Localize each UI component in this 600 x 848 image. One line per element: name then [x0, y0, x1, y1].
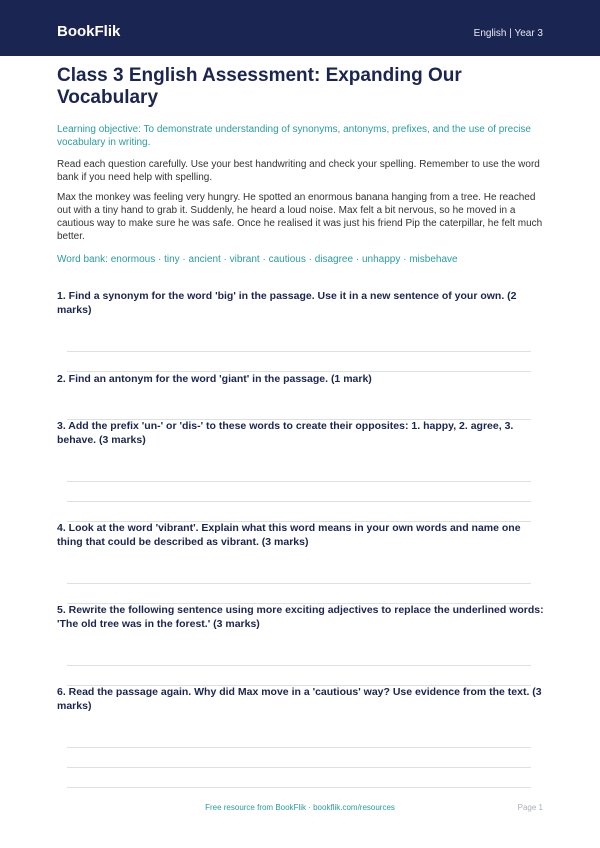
- page-title: Class 3 English Assessment: Expanding Our Vocabulary: [57, 65, 462, 108]
- answer-line[interactable]: [67, 481, 531, 482]
- question-3: 3. Add the prefix 'un-' or 'dis-' to these words to create their opposites: 1. happy, 2. agree, 3. behave. (3 marks): [57, 420, 514, 446]
- reading-passage: Max the monkey was feeling very hungry. He spotted an enormous banana hanging from a tree. He reached out with a tiny hand to grab it. Suddenly, he heard a loud noise. Max felt a bit nervous, so he moved in a cautious way to make sure he was safe. Once he realised it was just his friend Pip the caterpillar, he felt much better.: [57, 192, 543, 242]
- instructions: Read each question carefully. Use your best handwriting and check your spelling. Remember to use the word bank if you need help with spelling.: [57, 159, 540, 183]
- learning-objective: Learning objective: To demonstrate understanding of synonyms, antonyms, prefixes, and the use of precise vocabulary in writing.: [57, 124, 531, 148]
- header-bar: [0, 0, 600, 56]
- question-2: 2. Find an antonym for the word 'giant' in the passage. (1 mark): [57, 373, 372, 385]
- answer-line[interactable]: [67, 501, 531, 502]
- brand-logo[interactable]: BookFlik: [57, 23, 121, 40]
- question-5: 5. Rewrite the following sentence using more exciting adjectives to replace the underlined words: 'The old tree was in the forest.' (3 marks): [57, 604, 544, 630]
- question-6: 6. Read the passage again. Why did Max move in a 'cautious' way? Use evidence from the text. (3 marks): [57, 686, 542, 712]
- answer-line[interactable]: [67, 747, 531, 748]
- word-bank: Word bank: enormous · tiny · ancient · vibrant · cautious · disagree · unhappy · misbehave: [57, 254, 458, 265]
- answer-line[interactable]: [67, 583, 531, 584]
- page-number: Page 1: [517, 803, 543, 812]
- subject-year-label: English | Year 3: [473, 28, 543, 39]
- answer-line[interactable]: [67, 603, 531, 604]
- footer-resource-link[interactable]: Free resource from BookFlik · bookflik.com/resources: [205, 803, 395, 812]
- answer-line[interactable]: [67, 521, 531, 522]
- answer-line[interactable]: [67, 685, 531, 686]
- question-4: 4. Look at the word 'vibrant'. Explain what this word means in your own words and name one thing that could be described as vibrant. (3 marks): [57, 522, 521, 548]
- answer-line[interactable]: [67, 767, 531, 768]
- question-1: 1. Find a synonym for the word 'big' in the passage. Use it in a new sentence of your own. (2 marks): [57, 290, 517, 316]
- answer-line[interactable]: [67, 351, 531, 352]
- answer-line[interactable]: [67, 787, 531, 788]
- intro-section: [57, 65, 543, 266]
- answer-line[interactable]: [67, 665, 531, 666]
